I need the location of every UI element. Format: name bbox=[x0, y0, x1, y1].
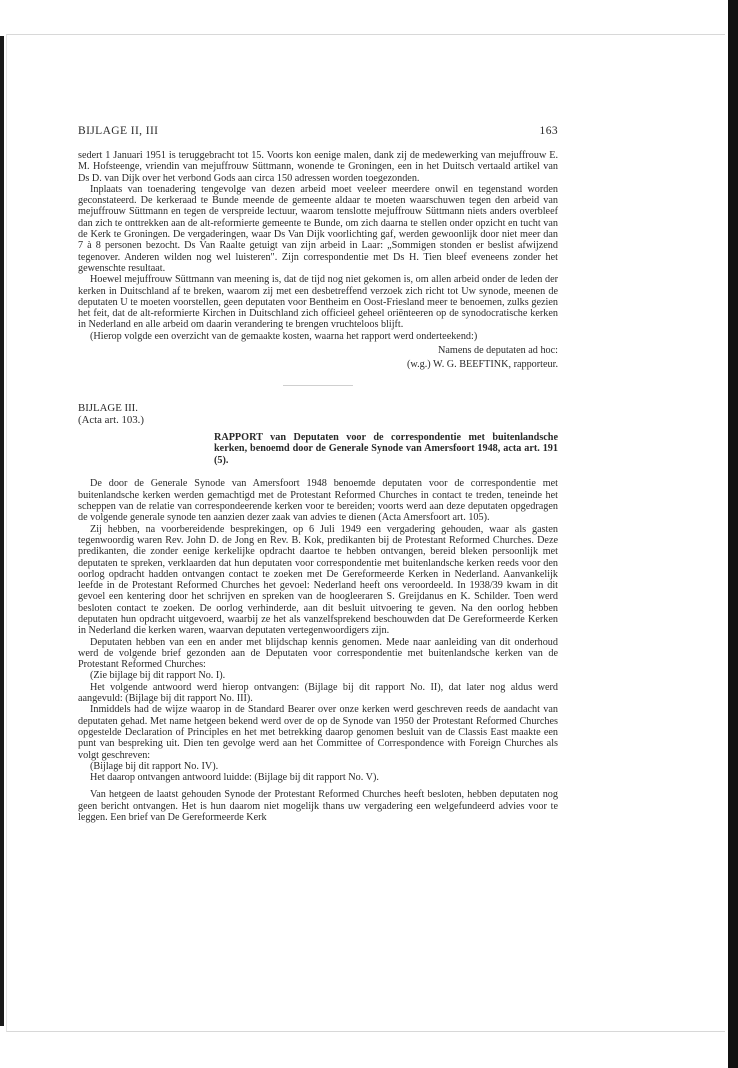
spacer bbox=[78, 466, 558, 478]
paragraph: (Zie bijlage bij dit rapport No. I). bbox=[90, 670, 226, 682]
paragraph: sedert 1 Januari 1951 is teruggebracht tot 15. Voorts kon eenige malen, dank zij de medewerking van mejuffrouw E. M. Hofsteenge, vriendin van mejuffrouw Süttmann, wonende te Groningen, een in het Duitsch vertaald artikel van Ds D. van Dijk over het verbond Gods aan circa 150 adressen worden toegezonden. bbox=[78, 150, 558, 184]
paragraph: Het volgende antwoord werd hierop ontvangen: (Bijlage bij dit rapport No. II), dat later nog aldus werd aangevuld: (Bijlage bij dit rapport No. III). bbox=[78, 681, 558, 705]
paragraph: De door de Generale Synode van Amersfoort 1948 benoemde deputaten voor de correspondentie met buitenlandsche kerken werden gemachtigd met de Protestant Reformed Churches in contact te treden, teneinde het scheppen van de relatie van correspondeerende kerken voor te bereiden; voorts werd aan deze deputaten opgedragen de volgende generale synode ten aanzien dezer zaak van advies te dienen (Acta Amersfoort art. 105). bbox=[78, 478, 558, 524]
paragraph: Inplaats van toenadering tengevolge van dezen arbeid moet veeleer meerdere onwil en tegenstand worden geconstateerd. De kerkeraad te Bunde meende de gemeente aldaar te moeten waarschuwen tegen den arbeid van mejuffrouw Süttmann en tegen de verspreide lectuur, waarom tenslotte mejuffrouw Süttmann niets anders overbleef dan zich te onttrekken aan de alt-reformierte gemeente te Bunde, om zich daarna te stellen onder opzicht en tucht van de Kerk te Groningen. De vergaderingen, waar Ds Van Dijk voorlichting gaf, werden gewoonlijk door niet meer dan 7 à 8 personen bezocht. Ds Van Raalte getuigt van zijn arbeid in Laar: „Sommigen stonden er beslist afwijzend tegenover. Anderen wilden nog wel luisteren". Zijn correspondentie met Ds H. Tien bleef eveneens zonder het gewenschte resultaat. bbox=[78, 183, 558, 274]
paragraph: Zij hebben, na voorbereidende besprekingen, op 6 Juli 1949 een vergadering gehouden, waar als gasten tegenwoordig waren Rev. John D. de Jong en Rev. B. Kok, predikanten bij de Protestant Reformed Churches. Deze predikanten, die zonder eenige kerkelijke opdracht daartoe te hebben ontvangen, bereid bleken persoonlijk met deputaten te spreken, verklaarden dat hun deputaten voor correspondentie met buitenlandsche kerken reeds voor den oorlog opdracht hadden ontvangen contact te zoeken met De Gereformeerde Kerken in Nederland. Aanvankelijk leefde in de Protestant Reformed Churches het gevoel: Nederland heeft ons veroordeeld. In 1938/39 kwam in dit gevoel een kentering door het schrijven en spreken van de hoogleeraren S. Greijdanus en K. Schilder. Toen werd besloten contact te zoeken. De oorlog verhinderde, aan dit besluit uitvoering te geven. Na den oorlog hebben deputaten hun opdracht uitgevoerd, waarbij ze het als vanzelfsprekend beschouwden dat De Gereformeerde Kerken in Nederland die kerken waren, waarvan deputaten vertegenwoordigers zijn. bbox=[78, 523, 558, 637]
page-number: 163 bbox=[539, 125, 558, 137]
paragraph: Inmiddels had de wijze waarop in de Standard Bearer over onze kerken werd geschreven reeds de aandacht van deputaten gehad. Met name hetgeen bekend werd over de op de Synode van 1950 der Protestant Reformed Churches opgestelde Declaration of Principles en het met betrekking daarop genomen besluit van de Classis East maakte een punt van bespreking uit. Dien ten gevolge werd aan het Committee of Correspondence with Foreign Churches als volgt geschreven: bbox=[78, 704, 558, 761]
paragraph: (Hierop volgde een overzicht van de gemaakte kosten, waarna het rapport werd onderteekend:) bbox=[90, 330, 478, 342]
paragraph: Van hetgeen de laatst gehouden Synode der Protestant Reformed Churches heeft besloten, hebben deputaten nog geen bericht ontvangen. Het is hun daarom niet mogelijk thans uw vergadering een welgefundeerd advies voor te leggen. Een brief van De Gereformeerde Kerk bbox=[78, 789, 558, 824]
scan-right-edge bbox=[728, 0, 738, 1068]
scan-left-edge bbox=[0, 36, 4, 1026]
report-title: RAPPORT van Deputaten voor de correspondentie met buitenlandsche kerken, benoemd door de Generale Synode van Amersfoort 1948, acta art. 191 (5). bbox=[214, 431, 558, 466]
running-header bbox=[78, 125, 558, 137]
paragraph: Hoewel mejuffrouw Süttmann van meening is, dat de tijd nog niet gekomen is, om allen arbeid onder de leden der kerken in Duitschland af te breken, waarom zij met een desbetreffend verzoek zich richt tot Uw synode, meenen de deputaten U te moeten voorstellen, geen deputaten voor Bentheim en Oost-Friesland meer te benoemen, zulks gezien het feit, dat de alt-reformierte Kirchen in Duitschland zich officieel geheel oriënteeren op de synodocratische kerken in Nederland en alle arbeid om daarin verandering te brengen vruchteloos blijft. bbox=[78, 274, 558, 331]
paragraph: (Bijlage bij dit rapport No. IV). bbox=[90, 760, 219, 772]
page-body bbox=[78, 150, 558, 823]
section-divider bbox=[283, 385, 353, 386]
paragraph: Het daarop ontvangen antwoord luidde: (Bijlage bij dit rapport No. V). bbox=[90, 772, 379, 784]
signature-line-2: (w.g.) W. G. BEEFTINK, rapporteur. bbox=[407, 359, 558, 371]
appendix-heading: BIJLAGE III. bbox=[78, 401, 138, 414]
running-title: BIJLAGE II, III bbox=[78, 125, 159, 137]
acta-reference: (Acta art. 103.) bbox=[78, 413, 144, 426]
signature-line-1: Namens de deputaten ad hoc: bbox=[438, 345, 558, 357]
paragraph: Deputaten hebben van een en ander met blijdschap kennis genomen. Mede naar aanleiding van dit onderhoud werd de volgende brief gezonden aan de Deputaten voor correspondentie met buitenlandsche kerken van de Protestant Reformed Churches: bbox=[78, 636, 558, 671]
